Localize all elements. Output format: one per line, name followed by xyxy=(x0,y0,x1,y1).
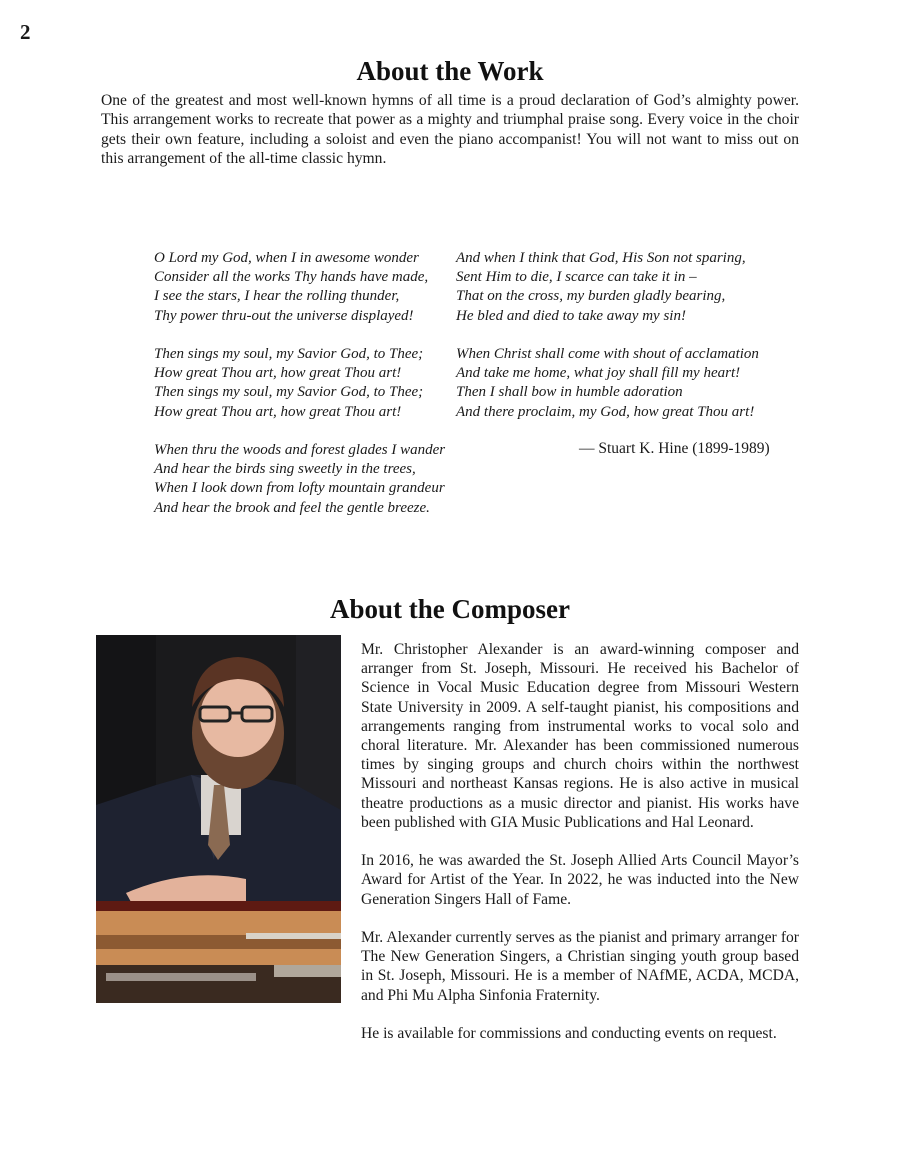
poem-attribution: — Stuart K. Hine (1899-1989) xyxy=(579,440,770,457)
poem-line: How great Thou art, how great Thou art! xyxy=(154,403,402,420)
poem-line: And take me home, what joy shall fill my heart! xyxy=(456,365,741,382)
about-work-description: One of the greatest and most well-known hymns of all time is a proud declaration of God’s almighty power. This arrangement works to recreate that power as a mighty and triumphal praise song. Every voice in the choir gets their own feature, including a soloist and even the piano accompanist! You will not want to miss out on this arrangement of the all-time classic hymn. xyxy=(101,92,799,167)
poem-line: I see the stars, I hear the rolling thunder, xyxy=(154,288,400,305)
about-composer-heading: About the Composer xyxy=(330,594,570,624)
poem-line: Sent Him to die, I scarce can take it in – xyxy=(456,269,697,286)
poem-stanza xyxy=(456,345,759,422)
poem-line: When thru the woods and forest glades I wander xyxy=(154,442,446,458)
composer-portrait-image xyxy=(96,635,341,1003)
poem-left-column xyxy=(154,249,445,537)
bio-paragraph: Mr. Christopher Alexander is an award-winning composer and arranger from St. Joseph, Missouri. He received his Bachelor of Science in Vocal Music Education degree from Missouri Western State University in 2009. A self-taught pianist, his compositions and arrangements ranging from instrumental works to vocal solo and choral literature. Mr. Alexander has been commissioned numerous times by singing groups and church choirs within the northwest Missouri and northeast Kansas regions. He is also active in musical theatre productions as a music director and pianist. His works have been published with GIA Music Publications and Hal Leonard. xyxy=(361,641,799,831)
poem-stanza xyxy=(456,249,759,326)
poem-stanza xyxy=(154,441,445,518)
composer-photo xyxy=(96,635,341,1003)
poem-line: And when I think that God, His Son not sparing, xyxy=(456,250,746,266)
poem-line: Thy power thru-out the universe displayed! xyxy=(154,307,414,324)
poem-line: And hear the birds sing sweetly in the trees, xyxy=(154,461,416,478)
poem-line: Then I shall bow in humble adoration xyxy=(456,384,683,401)
bio-paragraph: He is available for commissions and conducting events on request. xyxy=(361,1025,777,1043)
about-work-heading: About the Work xyxy=(356,56,544,86)
poem-line: And there proclaim, my God, how great Thou art! xyxy=(456,403,755,420)
poem-line: O Lord my God, when I in awesome wonder xyxy=(154,250,419,266)
poem-line: How great Thou art, how great Thou art! xyxy=(154,365,402,382)
bio-paragraph: In 2016, he was awarded the St. Joseph Allied Arts Council Mayor’s Award for Artist of the Year. In 2022, he was inducted into the New Generation Singers Hall of Fame. xyxy=(361,852,799,908)
poem-line: When I look down from lofty mountain grandeur xyxy=(154,480,445,497)
poem-line: When Christ shall come with shout of acclamation xyxy=(456,346,759,362)
bio-paragraph: Mr. Alexander currently serves as the pianist and primary arranger for The New Generation Singers, a Christian singing youth group based in St. Joseph, Missouri. He is a member of NAfME, ACDA, MCDA, and Phi Mu Alpha Sinfonia Fraternity. xyxy=(361,929,799,1004)
poem-stanza xyxy=(154,249,445,326)
composer-bio xyxy=(361,640,799,1062)
poem-stanza xyxy=(154,345,445,422)
poem-line: Then sings my soul, my Savior God, to Thee; xyxy=(154,346,424,362)
page-number: 2 xyxy=(20,20,31,44)
poem-line: He bled and died to take away my sin! xyxy=(456,307,686,324)
poem-line: That on the cross, my burden gladly bearing, xyxy=(456,288,726,305)
poem-right-column xyxy=(456,249,759,441)
poem-line: And hear the brook and feel the gentle breeze. xyxy=(154,499,430,516)
poem-line: Then sings my soul, my Savior God, to Thee; xyxy=(154,384,424,401)
poem-line: Consider all the works Thy hands have made, xyxy=(154,269,429,286)
